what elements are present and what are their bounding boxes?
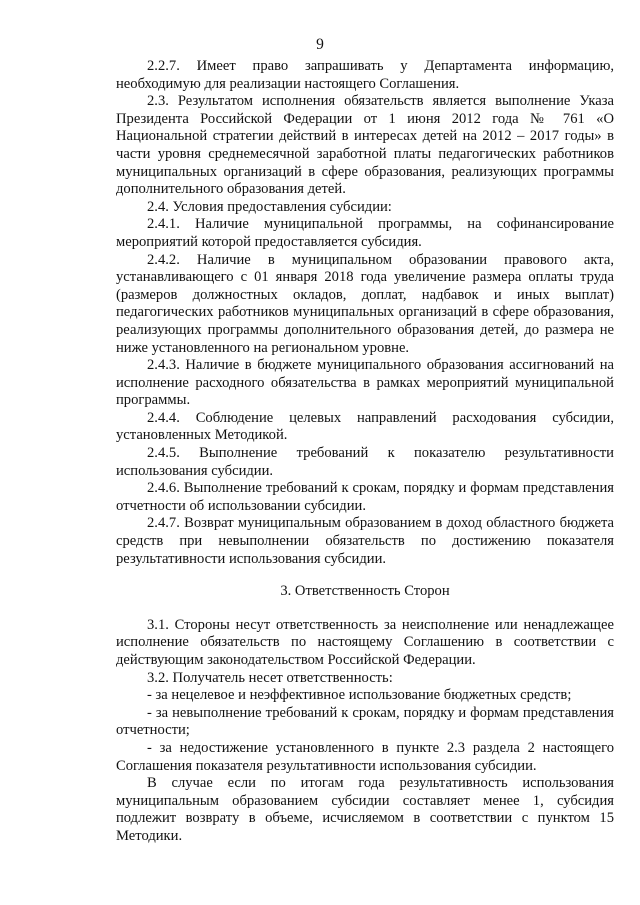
section-title: 3. Ответственность Сторон: [280, 583, 450, 600]
paragraph-2-4-3: 2.4.3. Наличие в бюджете муниципального образования ассигнований на исполнение расходного обязательства в рамках мероприятий муниципальной программы.: [116, 357, 614, 409]
paragraph-2-2-7: 2.2.7. Имеет право запрашивать у Департамента информацию, необходимую для реализации настоящего Соглашения.: [116, 58, 614, 92]
paragraph-2-4-2: 2.4.2. Наличие в муниципальном образовании правового акта, устанавливающего с 01 января 2018 года увеличение размера оплаты труда (размеров должностных окладов, доплат, надбавок и иных выплат) педагогических работников муниципальных организаций в сфере образования, реализующих программы дополнительного образования детей, до размера не ниже установленного на региональном уровне.: [116, 251, 614, 356]
list-item-reporting: - за невыполнение требований к срокам, порядку и формам представления отчетности;: [116, 704, 614, 739]
paragraph-3-1: 3.1. Стороны несут ответственность за неисполнение или ненадлежащее исполнение обязательств по настоящему Соглашению в соответствии с действующим законодательством Российской Федерации.: [116, 616, 614, 668]
list-item-misuse: - за нецелевое и неэффективное использование бюджетных средств;: [147, 687, 572, 704]
paragraph-2-4-5: 2.4.5. Выполнение требований к показателю результативности использования субсидии.: [116, 445, 614, 479]
paragraph-2-3: 2.3. Результатом исполнения обязательств является выполнение Указа Президента Российской Федерации от 1 июня 2012 года № 761 «О Национальной стратегии действий в интересах детей на 2012 – 2017 годы» в части уровня среднемесячной заработной платы педагогических работников муниципальных организаций в сфере образования, реализующих программы дополнительного образования детей.: [116, 93, 614, 198]
page-number: 9: [316, 36, 324, 53]
paragraph-2-4-7: 2.4.7. Возврат муниципальным образованием в доход областного бюджета средств при невыполнении обязательств по достижению показателя результативности использования субсидии.: [116, 515, 614, 567]
paragraph-2-4-1: 2.4.1. Наличие муниципальной программы, на софинансирование мероприятий которой предоставляется субсидия.: [116, 216, 614, 250]
document-body: [116, 58, 614, 846]
paragraph-refund: В случае если по итогам года результативность использования муниципальным образованием субсидии составляет менее 1, субсидия подлежит возврату в объеме, исчисляемом в соответствии с пунктом 15 Методики.: [116, 775, 614, 844]
paragraph-2-4: 2.4. Условия предоставления субсидии:: [147, 198, 392, 215]
list-item-indicator: - за недостижение установленного в пункте 2.3 раздела 2 настоящего Соглашения показателя результативности использования субсидии.: [116, 739, 614, 774]
paragraph-2-4-4: 2.4.4. Соблюдение целевых направлений расходования субсидии, установленных Методикой.: [116, 409, 614, 444]
paragraph-3-2: 3.2. Получатель несет ответственность:: [147, 669, 393, 686]
paragraph-2-4-6: 2.4.6. Выполнение требований к срокам, порядку и формам представления отчетности об использовании субсидии.: [116, 480, 614, 514]
